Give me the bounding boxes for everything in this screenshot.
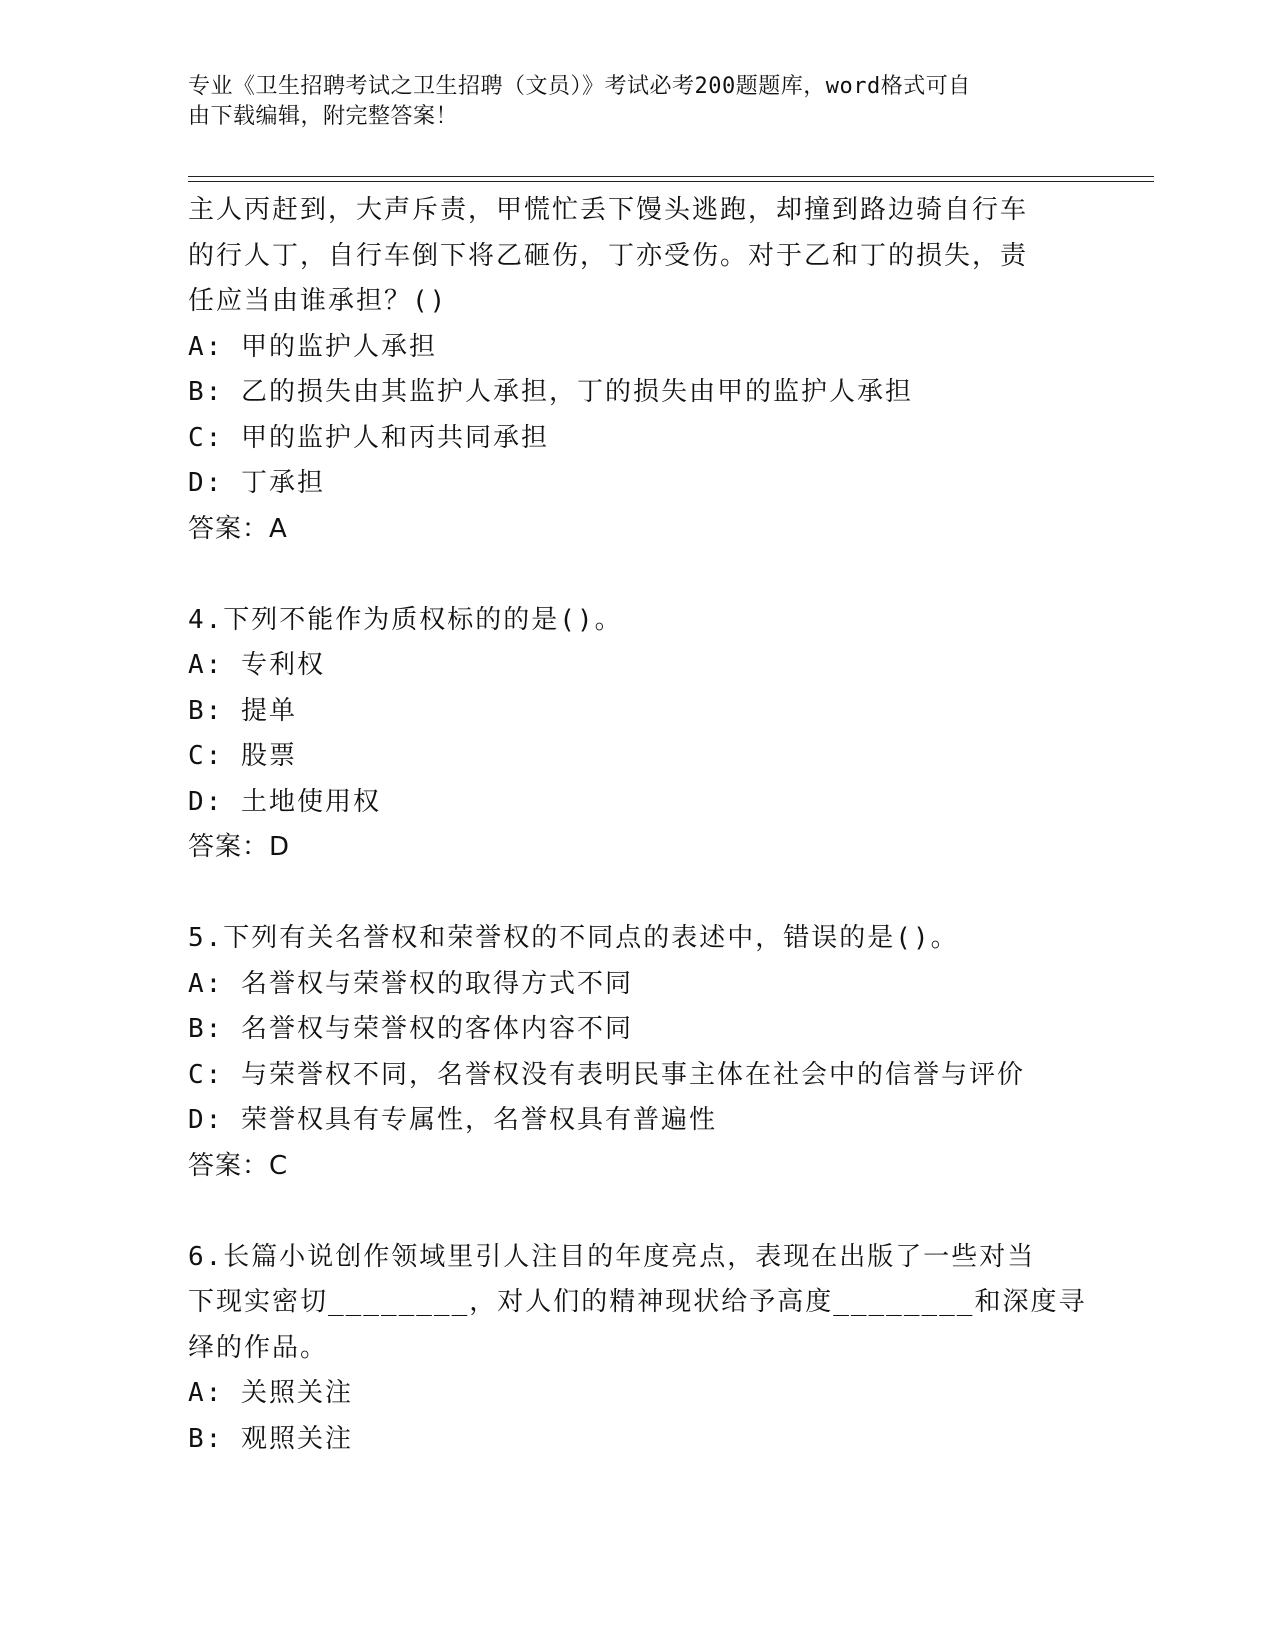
option-c: C: 甲的监护人和丙共同承担 (188, 422, 549, 453)
question-text: 5.下列有关名誉权和荣誉权的不同点的表述中，错误的是()。 (188, 923, 959, 953)
document-body (188, 188, 1088, 1462)
answer-label: 答案：D (188, 832, 291, 862)
question-text: 6.长篇小说创作领域里引人注目的年度亮点，表现在出版了一些对当 (188, 1241, 1036, 1272)
option-c: C: 与荣誉权不同，名誉权没有表明民事主体在社会中的信誉与评价 (188, 1059, 1025, 1090)
option-a: A: 关照关注 (188, 1378, 353, 1408)
option-b: B: 提单 (188, 695, 297, 726)
option-d: D: 荣誉权具有专属性，名誉权具有普遍性 (188, 1105, 717, 1135)
header-divider-top (188, 176, 1154, 177)
question-6 (188, 1235, 1088, 1463)
question-5 (188, 916, 1088, 1189)
answer-label: 答案：A (188, 513, 288, 544)
question-text: 主人丙赶到，大声斥责，甲慌忙丢下馒头逃跑，却撞到路边骑自行车 (188, 195, 1029, 225)
question-4 (188, 598, 1088, 871)
question-text: 绎的作品。 (188, 1332, 329, 1363)
option-d: D: 丁承担 (188, 468, 325, 498)
question-text: 下现实密切________，对人们的精神现状给予高度________和深度寻 (188, 1287, 1087, 1317)
option-b: B: 观照关注 (188, 1423, 353, 1454)
question-text: 任应当由谁承担？() (188, 286, 448, 316)
spacer (188, 1189, 1088, 1235)
spacer (188, 871, 1088, 917)
header-line-1: 专业《卫生招聘考试之卫生招聘（文员）》考试必考200题题库，word格式可自 (188, 74, 971, 99)
answer-label: 答案：C (188, 1150, 289, 1181)
option-a: A: 名誉权与荣誉权的取得方式不同 (188, 968, 633, 999)
option-d: D: 土地使用权 (188, 786, 381, 817)
spacer (188, 552, 1088, 598)
option-a: A: 甲的监护人承担 (188, 331, 437, 362)
question-text: 的行人丁，自行车倒下将乙砸伤，丁亦受伤。对于乙和丁的损失，责 (188, 240, 1029, 271)
header-line-2: 由下载编辑，附完整答案！ (188, 104, 459, 129)
document-header (188, 72, 1068, 132)
question-text: 4.下列不能作为质权标的的是()。 (188, 604, 623, 635)
question-3 (188, 188, 1088, 552)
option-c: C: 股票 (188, 741, 297, 771)
option-a: A: 专利权 (188, 650, 325, 680)
header-divider-bottom (188, 181, 1154, 182)
option-b: B: 乙的损失由其监护人承担，丁的损失由甲的监护人承担 (188, 377, 913, 407)
option-b: B: 名誉权与荣誉权的客体内容不同 (188, 1014, 633, 1044)
